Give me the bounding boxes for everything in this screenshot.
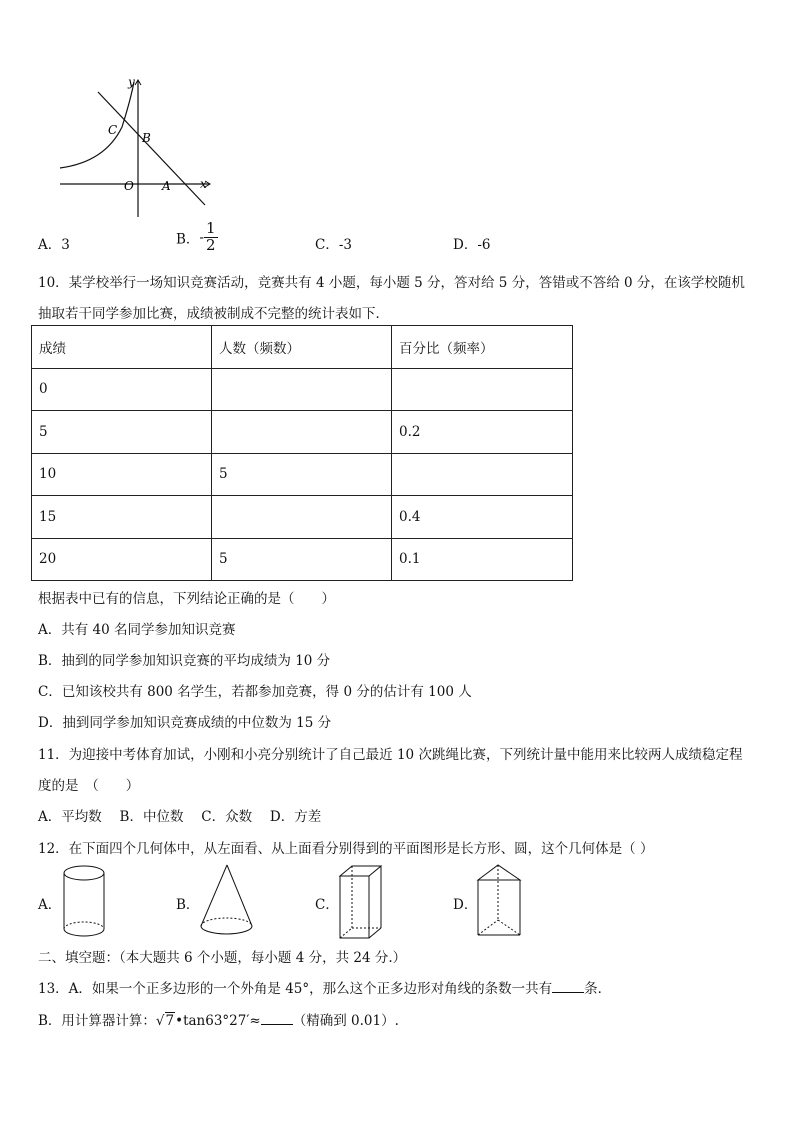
table-cell: 15 — [32, 496, 212, 539]
table-cell: 5 — [212, 538, 392, 581]
q9-option-c: C．-3 — [315, 237, 352, 253]
triangular-prism-shape — [474, 862, 526, 942]
table-cell — [392, 453, 573, 496]
q10-line-1: 10．某学校举行一场知识竞赛活动，竞赛共有 4 小题，每小题 5 分，答对给 5 分，答错或不答给 0 分，在该学校随机 — [38, 275, 745, 291]
label-A: A — [162, 179, 171, 193]
q10-prompt: 根据表中已有的信息，下列结论正确的是（ ） — [38, 591, 335, 607]
table-cell: 5 — [212, 453, 392, 496]
label-O: O — [124, 179, 134, 193]
q12-label-b: B． — [176, 897, 200, 913]
label-x: x — [200, 177, 207, 191]
table-cell: 5 — [32, 411, 212, 454]
cylinder-shape — [60, 862, 110, 942]
q11-line-1: 11．为迎接中考体育加试，小刚和小亮分别统计了自己最近 10 次跳绳比赛，下列统计量中能用来比较两人成绩稳定程 — [38, 747, 743, 763]
q12-text: 12．在下面四个几何体中，从左面看、从上面看分别得到的平面图形是长方形、圆，这个几何体是（ ） — [38, 841, 654, 857]
table-row — [32, 411, 573, 454]
table-header: 成绩 — [32, 326, 212, 369]
sqrt-symbol: √7 — [155, 1013, 175, 1029]
rectangular-prism-shape — [336, 862, 386, 944]
label-C: C — [108, 123, 118, 137]
q9-option-a: A．3 — [38, 237, 70, 253]
cone-shape — [196, 862, 258, 942]
q12-label-d: D． — [453, 897, 478, 913]
table-cell: 0 — [32, 368, 212, 411]
q10-option-d: D．抽到同学参加知识竞赛成绩的中位数为 15 分 — [38, 715, 332, 731]
q9-option-d: D．-6 — [453, 237, 491, 253]
table-row — [32, 368, 573, 411]
q10-option-c: C．已知该校共有 800 名学生，若都参加竞赛，得 0 分的估计有 100 人 — [38, 684, 472, 700]
table-cell: 10 — [32, 453, 212, 496]
table-row — [32, 538, 573, 581]
table-cell — [212, 496, 392, 539]
q13-part-b: B．用计算器计算：√7•tan63°27′≈ （精确到 0.01）. — [38, 1013, 399, 1029]
q12-label-c: C． — [315, 897, 339, 913]
answer-blank — [261, 1012, 293, 1025]
table-header: 人数（频数） — [212, 326, 392, 369]
table-header-row — [32, 326, 573, 369]
q13-part-a: 13．A．如果一个正多边形的一个外角是 45°，那么这个正多边形对角线的条数一共有 条． — [38, 981, 612, 997]
table-cell — [212, 368, 392, 411]
label-y: y — [128, 75, 135, 89]
section-title: 二、填空题：（本大题共 6 个小题，每小题 4 分，共 24 分.） — [38, 950, 407, 966]
q11-options: A．平均数 B．中位数 C．众数 D．方差 — [38, 809, 322, 825]
table-cell: 0.4 — [392, 496, 573, 539]
table-cell: 0.1 — [392, 538, 573, 581]
q9-option-b: B．- $\frac{1}{2}$ — [176, 219, 216, 254]
label-B: B — [142, 131, 151, 145]
q10-option-b: B．抽到的同学参加知识竞赛的平均成绩为 10 分 — [38, 653, 331, 669]
table-header: 百分比（频率） — [392, 326, 573, 369]
stats-table — [31, 325, 573, 581]
q10-line-2: 抽取若干同学参加比赛，成绩被制成不完整的统计表如下． — [38, 306, 389, 322]
table-cell: 0.2 — [392, 411, 573, 454]
fraction: $\frac{1}{2}$ — [205, 219, 216, 254]
table-cell: 20 — [32, 538, 212, 581]
answer-blank — [552, 980, 584, 993]
table-row — [32, 496, 573, 539]
table-cell — [212, 411, 392, 454]
table-cell — [392, 368, 573, 411]
q12-label-a: A． — [38, 897, 62, 913]
q10-option-a: A．共有 40 名同学参加知识竞赛 — [38, 622, 236, 638]
table-row — [32, 453, 573, 496]
function-graph — [50, 72, 225, 222]
q11-line-2: 度的是 （ ） — [38, 778, 140, 794]
